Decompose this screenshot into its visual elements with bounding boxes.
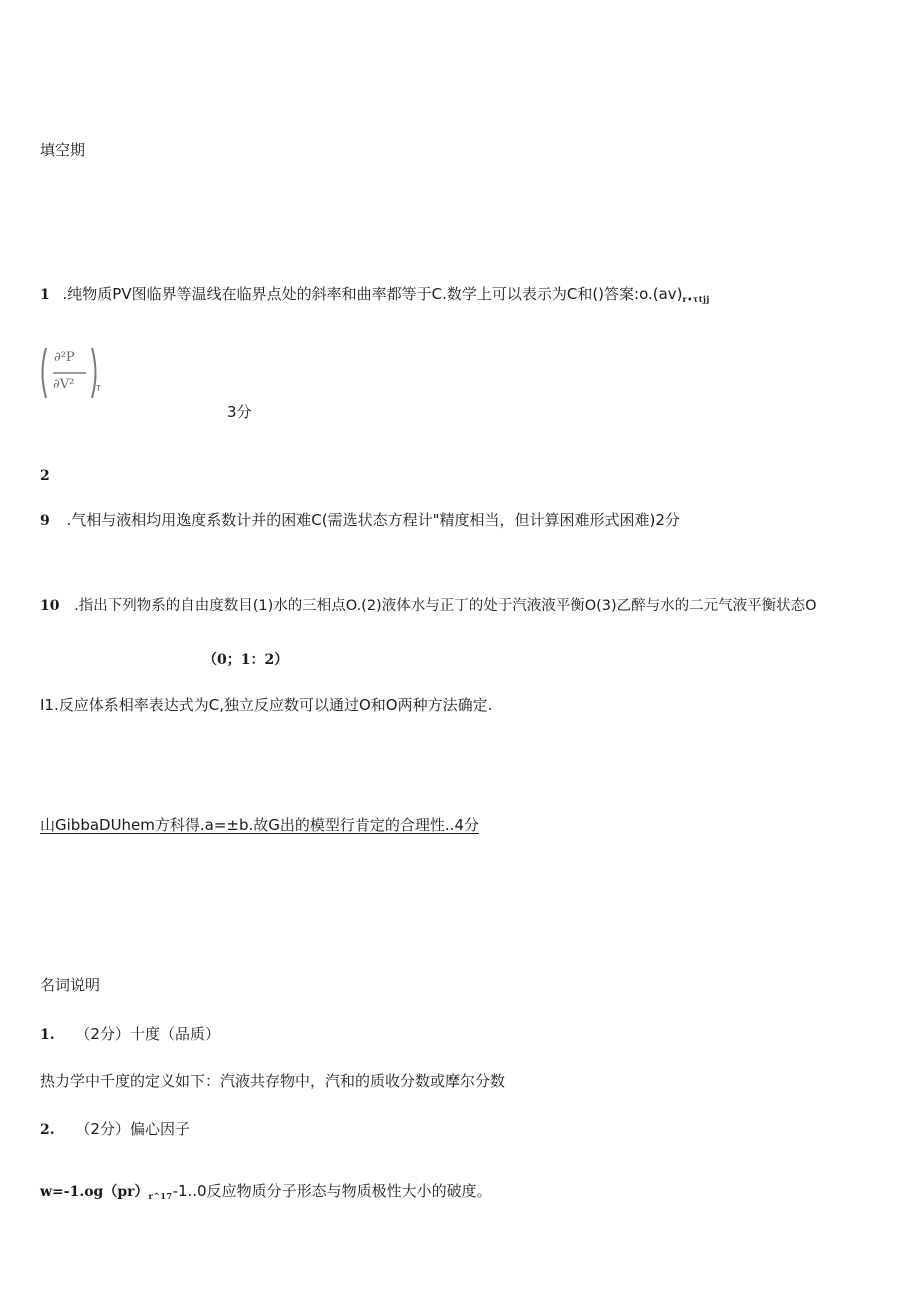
- definition-formula: w=-1.og（pr）: [40, 1184, 149, 1200]
- question-number: 9: [40, 513, 50, 529]
- question-1: [40, 284, 710, 306]
- section-heading-terms: 名词说明: [40, 976, 101, 994]
- question-number: 1: [40, 287, 50, 303]
- question-text: .指出下列物系的自由度数目(1)水的三相点O.(2)液体水与正丁的处于汽液液平衡O(3)乙醉与水的二元气液平衡状态O: [74, 598, 817, 614]
- question-10-answer: （0；1：2）: [203, 652, 289, 668]
- question-number: 10: [40, 598, 60, 614]
- section-heading-fill-blank: 填空期: [40, 141, 86, 159]
- term-title: （2分）十度（品质）: [75, 1025, 220, 1043]
- question-1-score: 3分: [227, 403, 252, 421]
- term-2-title: [40, 1119, 190, 1140]
- term-number: 2.: [40, 1122, 55, 1138]
- question-10: [40, 596, 817, 616]
- question-2-number: 2: [40, 468, 50, 484]
- definition-subscript: r^17: [148, 1191, 173, 1201]
- formula-subscript: T: [96, 384, 101, 393]
- term-title: （2分）偏心因子: [75, 1120, 190, 1138]
- question-text: .纯物质PV图临界等温线在临界点处的斜率和曲率都等于C.数学上可以表示为C和()答案:o.(av): [62, 285, 683, 303]
- question-11: I1.反应体系相率表达式为C,独立反应数可以通过O和O两种方法确定.: [40, 696, 493, 714]
- definition-text: -1..0反应物质分子形态与物质极性大小的破度。: [172, 1182, 492, 1200]
- term-2-definition: [40, 1181, 492, 1203]
- term-number: 1.: [40, 1027, 55, 1043]
- question-9: [40, 510, 680, 531]
- question-text: .气相与液相均用逸度系数计并的困难C(需选状态方程计"精度相当，但计算困难形式困难)2分: [66, 511, 680, 529]
- formula-denominator: ∂V²: [53, 377, 75, 392]
- gibbs-duhem-question: 山GibbaDUhem方科得.a=±b.故G出的模型行肯定的合理性..4分: [40, 816, 479, 834]
- formula-numerator: ∂²P: [54, 350, 75, 365]
- formula-second-derivative: [38, 346, 102, 400]
- question-subscript: r•τtjj: [682, 294, 710, 304]
- term-1-title: [40, 1024, 220, 1045]
- term-1-definition: 热力学中千度的定义如下：汽液共存物中，汽和的质收分数或摩尔分数: [40, 1072, 506, 1090]
